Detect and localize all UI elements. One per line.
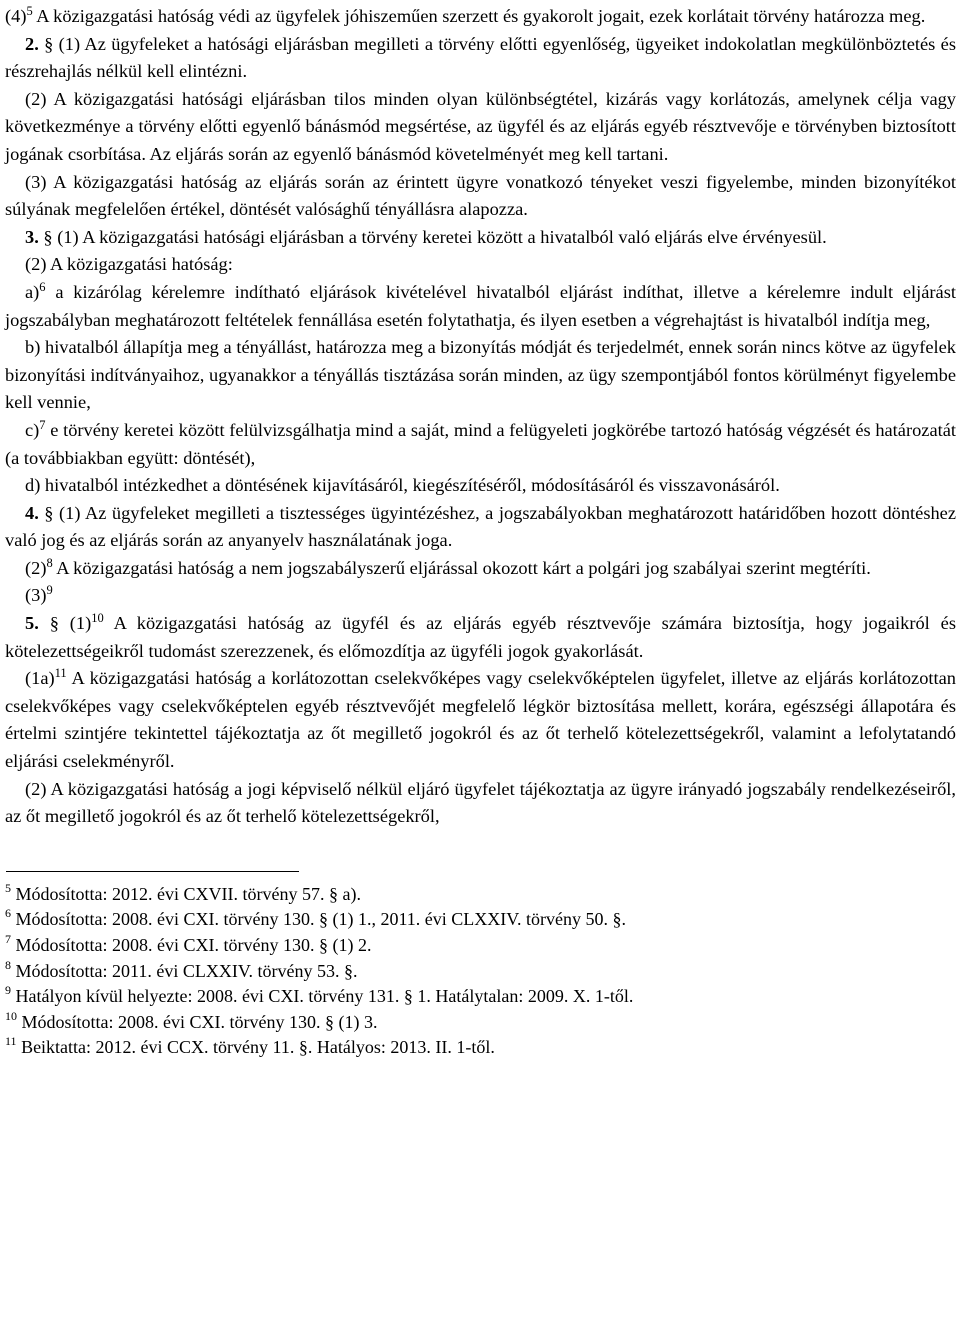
footnote-reference[interactable]: 11 [54,666,67,681]
paragraph-p4-5 [5,3,956,31]
paragraph-text: A közigazgatási hatóság az ügyfél és az eljárás egyéb résztvevője számára biztosítja, hogy jogaikról és kötelezettségeikről tudomást szerezzenek, és előmozdítja az ügyféli jogok gyakorlását. [5,613,956,661]
paragraph-marker: a) [25,281,40,302]
footnote-text: Módosította: 2012. évi CXVII. törvény 57. § a). [11,883,361,904]
paragraph-marker: (3) [25,585,47,606]
footnote-number: 8 [5,957,11,972]
footnote-number: 9 [5,983,11,998]
paragraph-text: b) hivatalból állapítja meg a tényállást, határozza meg a bizonyítás módját és terjedelmét, ennek során nincs kötve az ügyfelek bizonyítási indítványaihoz, ugyanakkor a tényállás tisztázása során minden, az ügy szempontjából fontos körülményt figyelembe kell vennie, [5,337,956,413]
paragraph-s4-2 [5,555,956,583]
section-number: 5. [25,613,39,634]
footnote-11 [5,1035,956,1061]
section-number: 2. [25,33,39,54]
paragraph-text: (3) A közigazgatási hatóság az eljárás során az érintett ügyre vonatkozó tényeket veszi figyelembe, minden bizonyítékot súlyának megfelelően értékel, döntését valósághű tényállásra alapozza. [5,171,956,220]
law-text [5,3,956,831]
paragraph-s5-2 [5,776,956,831]
paragraph-s3-1 [5,224,956,252]
paragraph-marker: (4) [5,6,27,26]
footnote-text: Módosította: 2008. évi CXI. törvény 130. § (1) 3. [17,1011,378,1032]
footnote-number: 7 [5,932,11,946]
paragraph-s3-2b [5,334,956,417]
footnote-text: Beiktatta: 2012. évi CCX. törvény 11. §. Hatályos: 2013. II. 1-től. [16,1037,495,1058]
footnote-reference[interactable]: 5 [26,4,33,18]
footnote-reference[interactable]: 9 [46,583,53,598]
paragraph-text: § (1) A közigazgatási hatósági eljárásban a törvény keretei között a hivatalból való eljárás elve érvényesül. [38,226,827,247]
paragraph-s3-2 [5,251,956,279]
paragraph-text: a kizárólag kérelemre indítható eljárások kivételével hivatalból eljárást indíthat, illetve a kérelemre indult eljárást jogszabályban meghatározott feltételek fennállása esetén folytathatja, és ilyen esetben a végrehajtást is hivatalból indítja meg, [5,281,956,330]
footnote-text: Hatályon kívül helyezte: 2008. évi CXI. törvény 131. § 1. Hatálytalan: 2009. X. 1-től. [11,986,634,1007]
paragraph-marker: (2) [25,557,47,578]
paragraph-s3-2d [5,472,956,500]
footnote-text: Módosította: 2008. évi CXI. törvény 130. § (1) 2. [11,935,372,955]
paragraph-text: e törvény keretei között felülvizsgálhatja mind a saját, mind a felügyeleti jogkörébe tartozó hatóság végzését és határozatát (a továbbiakban együtt: döntését), [5,419,956,468]
footnote-text: Módosította: 2011. évi CLXXIV. törvény 53. §. [11,960,358,981]
footnote-separator [6,871,299,872]
footnote-number: 5 [5,880,11,895]
footnote-number: 11 [5,1034,17,1049]
paragraph-s4-3 [5,582,956,610]
paragraph-text: A közigazgatási hatóság a nem jogszabályszerű eljárással okozott kárt a polgári jog szabályai szerint megtéríti. [52,557,871,578]
footnote-7 [5,933,956,959]
paragraph-s3-2a [5,279,956,334]
paragraph-s2-1 [5,31,956,86]
paragraph-s2-3 [5,169,956,224]
footnote-reference[interactable]: 6 [39,279,46,294]
paragraph-text: d) hivatalból intézkedhet a döntésének kijavításáról, kiegészítéséről, módosításáról és visszavonásáról. [25,475,780,496]
footnote-8 [5,959,956,985]
footnote-text: Módosította: 2008. évi CXI. törvény 130. § (1) 1., 2011. évi CLXXIV. törvény 50. §. [11,909,626,930]
footnotes [5,882,956,1061]
paragraph-text: (2) A közigazgatási hatóság a jogi képviselő nélkül eljáró ügyfelet tájékoztatja az ügyre irányadó jogszabály rendelkezéseiről, az őt megillető jogokról és az őt terhelő kötelezettségekről, [5,778,956,827]
footnote-6 [5,907,956,933]
paragraph-text: (2) A közigazgatási hatósági eljárásban tilos minden olyan különbségtétel, kizárás vagy korlátozás, amelynek célja vagy következménye a törvény előtti egyenlő bánásmód megsértése, az ügyfél és az eljárás egyéb résztvevője e törvényben biztosított jogának csorbítása. Az eljárás során az egyenlő bánásmód követelményét meg kell tartani. [5,88,956,164]
paragraph-s2-2 [5,86,956,169]
paragraph-s3-2c [5,417,956,472]
footnote-reference[interactable]: 7 [39,417,46,432]
paragraph-text: § (1) Az ügyfeleket megilleti a tisztességes ügyintézéshez, a jogszabályokban meghatározott határidőben hozott döntéshez való jog és az eljárás során az anyanyelv használatának joga. [5,502,956,551]
footnote-number: 6 [5,906,11,921]
paragraph-s5-1 [5,610,956,665]
section-number: 3. [25,226,39,247]
footnote-reference[interactable]: 8 [46,555,53,570]
section-number: 4. [25,502,39,523]
paragraph-marker: c) [25,419,40,440]
footnote-reference[interactable]: 10 [91,611,104,626]
footnote-9 [5,984,956,1010]
paragraph-s5-1a [5,665,956,775]
paragraph-text: § (1) Az ügyfeleket a hatósági eljárásban megilleti a törvény előtti egyenlőség, ügyeiket indokolatlan megkülönböztetés és részrehajlás nélkül kell elintézni. [5,33,956,82]
paragraph-s4-1 [5,500,956,555]
footnote-number: 10 [5,1008,17,1023]
paragraph-marker: (1a) [25,668,55,689]
footnote-5 [5,882,956,908]
paragraph-text: § (1) [38,613,92,634]
paragraph-text: A közigazgatási hatóság a korlátozottan cselekvőképes vagy cselekvőképtelen ügyfelet, illetve az eljárás korlátozottan cselekvőképes vagy cselekvőképtelen egyéb résztvevőjét megfelelő légkör biztosítása mellett, korára, egészségi állapotára és értelmi szintjére tekintettel tájékoztatja az őt megillető jogokról és az őt terhelő kötelezettségekről, valamint a lefolytatandó eljárási cselekményről. [5,668,956,772]
paragraph-text: A közigazgatási hatóság védi az ügyfelek jóhiszeműen szerzett és gyakorolt jogait, ezek korlátait törvény határozza meg. [32,6,926,26]
footnote-10 [5,1010,956,1036]
paragraph-text: (2) A közigazgatási hatóság: [25,254,233,275]
